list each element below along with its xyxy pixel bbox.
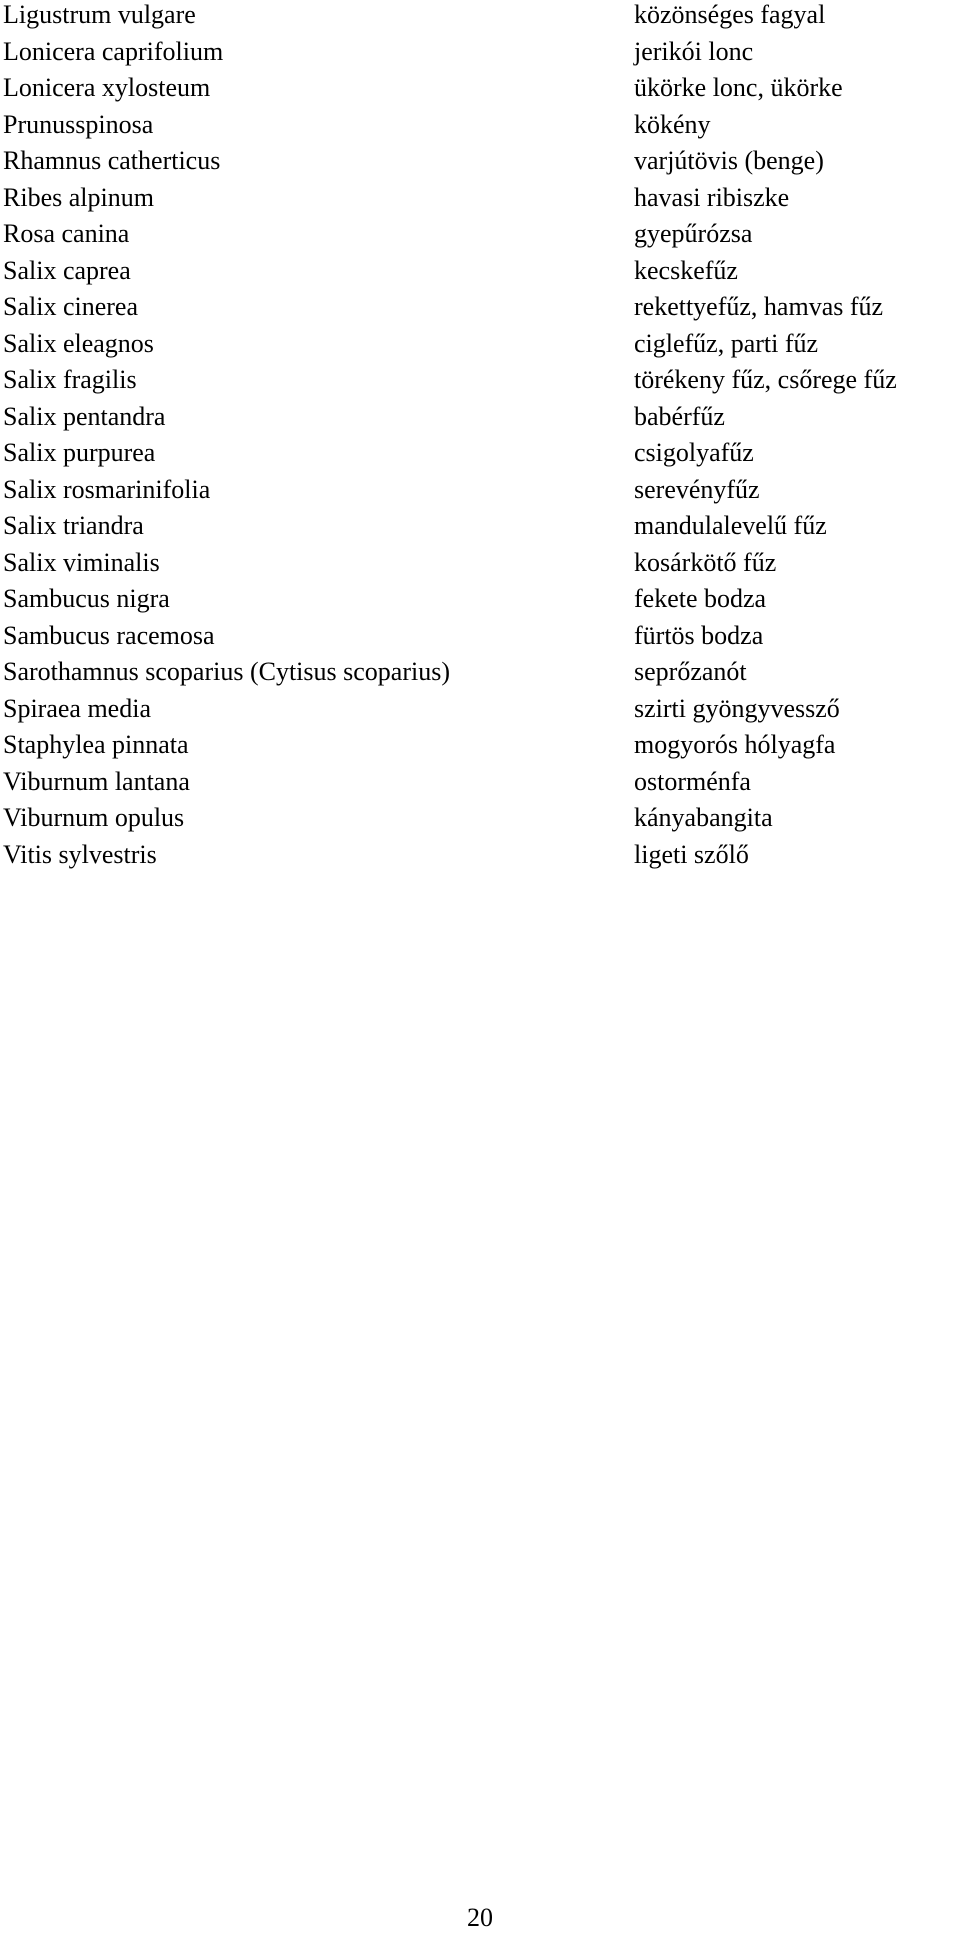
hungarian-name: kecskefűz (634, 255, 738, 285)
species-list (0, 0, 960, 873)
species-row (0, 618, 960, 655)
species-row (0, 143, 960, 180)
hungarian-name: varjútövis (benge) (634, 146, 824, 175)
latin-name: Ligustrum vulgare (3, 0, 196, 29)
hungarian-name: jerikói lonc (634, 36, 754, 66)
latin-name: Vitis sylvestris (3, 839, 157, 869)
hungarian-name: ostorménfa (634, 766, 751, 796)
hungarian-name: babérfűz (634, 401, 725, 431)
latin-name: Staphylea pinnata (3, 730, 189, 759)
latin-name: Salix fragilis (3, 365, 137, 394)
species-row (0, 435, 960, 472)
species-row (0, 800, 960, 837)
species-row (0, 727, 960, 764)
hungarian-name: ligeti szőlő (634, 839, 749, 869)
hungarian-name: kosárkötő fűz (634, 547, 777, 577)
species-row (0, 399, 960, 436)
latin-name: Spiraea media (3, 693, 151, 723)
species-row (0, 472, 960, 509)
species-row (0, 0, 960, 34)
hungarian-name: szirti gyöngyvessző (634, 693, 840, 723)
latin-name: Lonicera xylosteum (3, 73, 211, 102)
latin-name: Viburnum lantana (3, 766, 190, 796)
hungarian-name: mandulalevelű fűz (634, 511, 827, 540)
hungarian-name: mogyorós hólyagfa (634, 730, 836, 759)
latin-name: Salix triandra (3, 511, 144, 540)
latin-name: Salix eleagnos (3, 328, 154, 358)
latin-name: Ribes alpinum (3, 182, 154, 212)
species-row (0, 362, 960, 399)
latin-name: Salix cinerea (3, 292, 138, 321)
hungarian-name: törékeny fűz, csőrege fűz (634, 365, 897, 394)
hungarian-name: ükörke lonc, ükörke (634, 73, 843, 102)
species-row (0, 253, 960, 290)
species-row (0, 508, 960, 545)
hungarian-name: fekete bodza (634, 584, 767, 613)
species-row (0, 180, 960, 217)
species-row (0, 34, 960, 71)
hungarian-name: csigolyafűz (634, 438, 754, 467)
latin-name: Sambucus racemosa (3, 620, 215, 650)
latin-name: Sambucus nigra (3, 584, 170, 613)
latin-name: Salix pentandra (3, 401, 166, 431)
hungarian-name: seprőzanót (634, 657, 747, 686)
species-row (0, 216, 960, 253)
hungarian-name: fürtös bodza (634, 620, 764, 650)
hungarian-name: rekettyefűz, hamvas fűz (634, 292, 884, 321)
hungarian-name: ciglefűz, parti fűz (634, 328, 819, 358)
latin-name: Rhamnus catherticus (3, 146, 221, 175)
latin-name: Salix caprea (3, 255, 131, 285)
species-row (0, 764, 960, 801)
species-row (0, 545, 960, 582)
latin-name: Salix purpurea (3, 438, 156, 467)
species-row (0, 289, 960, 326)
hungarian-name: kányabangita (634, 803, 773, 832)
species-row (0, 581, 960, 618)
hungarian-name: havasi ribiszke (634, 182, 790, 212)
latin-name: Viburnum opulus (3, 803, 185, 832)
species-row (0, 691, 960, 728)
hungarian-name: kökény (634, 109, 711, 139)
latin-name: Sarothamnus scoparius (Cytisus scoparius) (3, 657, 451, 686)
hungarian-name: serevényfűz (634, 474, 760, 504)
species-row (0, 70, 960, 107)
species-row (0, 654, 960, 691)
latin-name: Rosa canina (3, 219, 130, 248)
latin-name: Salix rosmarinifolia (3, 474, 211, 504)
species-row (0, 107, 960, 144)
hungarian-name: gyepűrózsa (634, 219, 753, 248)
species-row (0, 837, 960, 874)
latin-name: Salix viminalis (3, 547, 160, 577)
latin-name: Lonicera caprifolium (3, 36, 224, 66)
page-number: 20 (467, 1903, 493, 1932)
species-row (0, 326, 960, 363)
latin-name: Prunusspinosa (3, 109, 154, 139)
hungarian-name: közönséges fagyal (634, 0, 826, 29)
